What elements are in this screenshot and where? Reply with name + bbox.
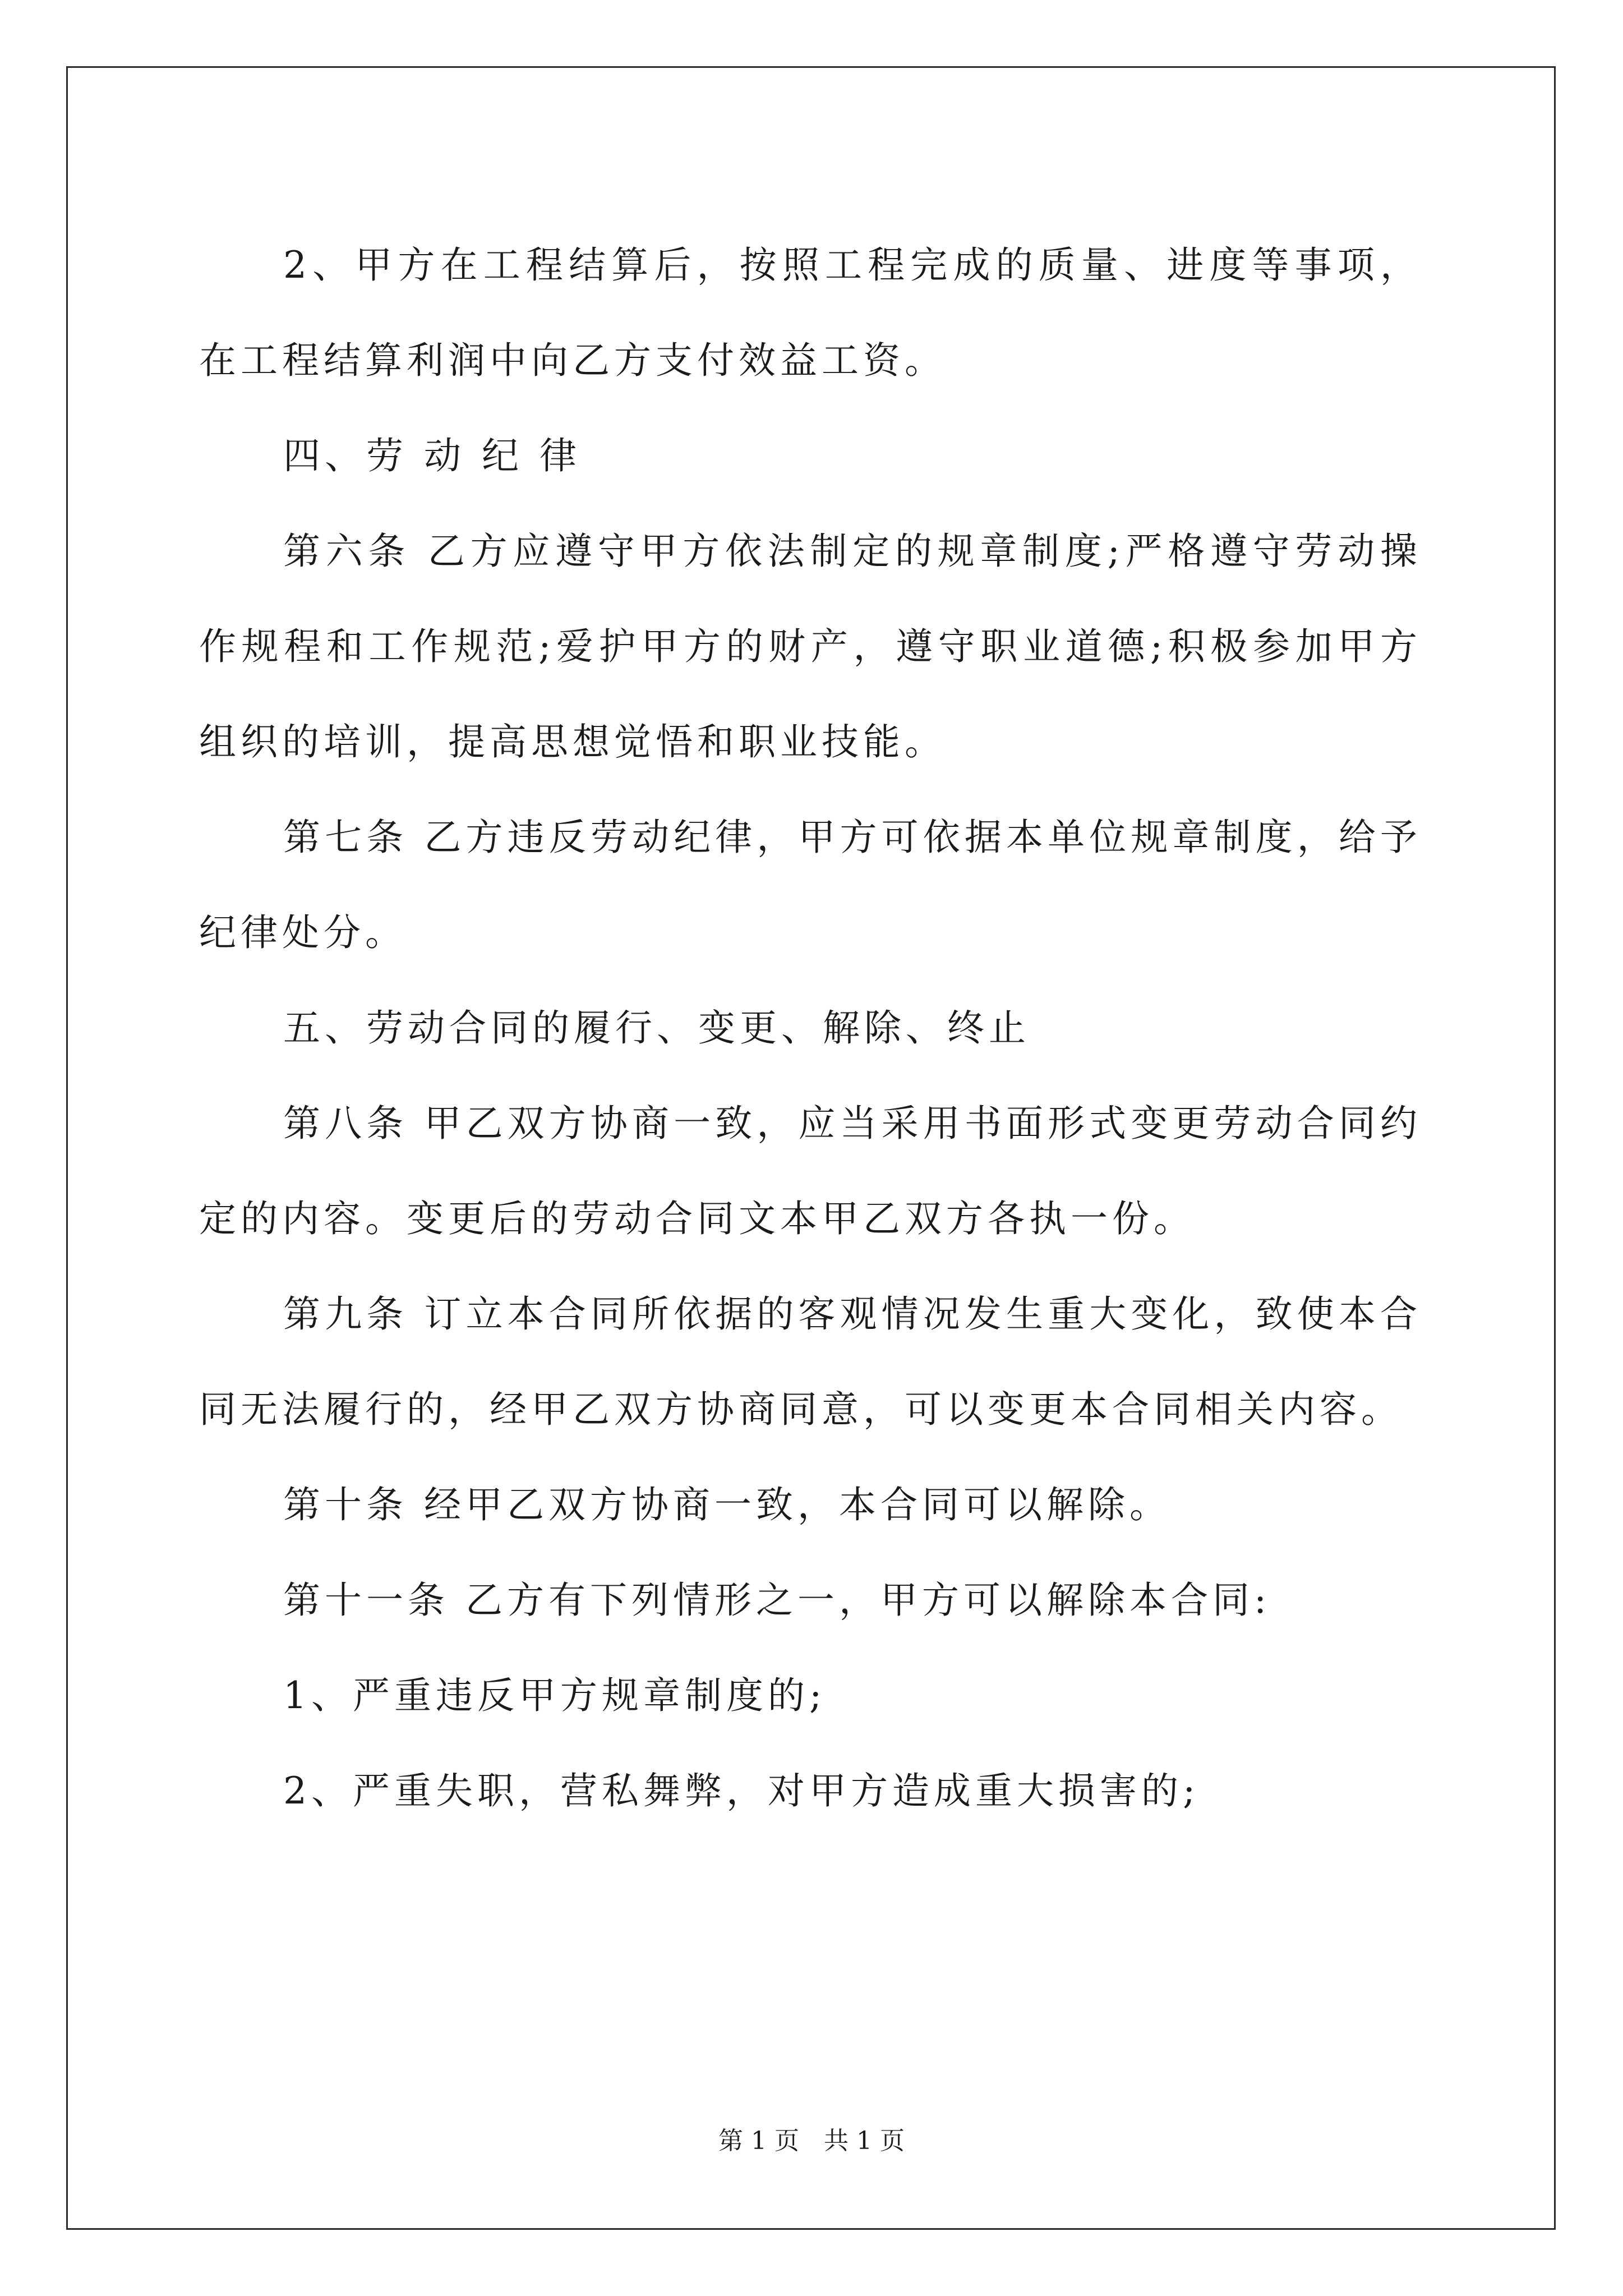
paragraph: 第七条 乙方违反劳动纪律，甲方可依据本单位规章制度，给予纪律处分。 — [199, 816, 1422, 954]
paragraph: 第十一条 乙方有下列情形之一，甲方可以解除本合同: — [283, 1579, 1271, 1622]
paragraph: 第九条 订立本合同所依据的客观情况发生重大变化，致使本合同无法履行的，经甲乙双方协商同意，可以变更本合同相关内容。 — [199, 1292, 1422, 1431]
paragraph: 2、甲方在工程结算后，按照工程完成的质量、进度等事项，在工程结算利润中向乙方支付效益工资。 — [199, 243, 1422, 382]
paragraph: 第八条 甲乙双方协商一致，应当采用书面形式变更劳动合同约定的内容。变更后的劳动合同文本甲乙双方各执一份。 — [199, 1102, 1422, 1240]
page-number-footer: 第 1 页 共 1 页 — [718, 2127, 905, 2155]
document-body — [199, 218, 1422, 1839]
list-item: 2、严重失职，营私舞弊，对甲方造成重大损害的; — [283, 1769, 1200, 1812]
list-item: 1、严重违反甲方规章制度的; — [283, 1674, 827, 1717]
paragraph: 第十条 经甲乙双方协商一致，本合同可以解除。 — [283, 1483, 1171, 1526]
section-heading: 五、劳动合同的履行、变更、解除、终止 — [283, 1006, 1030, 1050]
section-heading: 四、劳 动 纪 律 — [283, 434, 581, 477]
paragraph: 第六条 乙方应遵守甲方依法制定的规章制度;严格遵守劳动操作规程和工作规范;爱护甲方的财产，遵守职业道德;积极参加甲方组织的培训，提高思想觉悟和职业技能。 — [199, 530, 1422, 763]
